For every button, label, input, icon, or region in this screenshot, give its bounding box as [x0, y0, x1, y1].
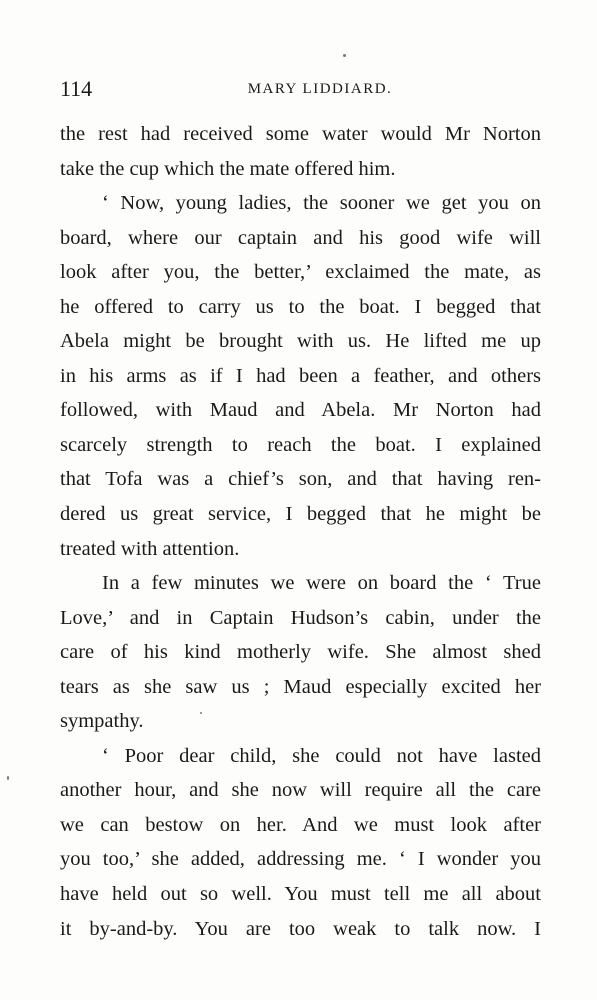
text-line: ‘ Poor dear child, she could not have lasted: [102, 744, 541, 767]
text-line: tears as she saw us ; Maud especially excited her: [60, 675, 541, 698]
text-line: treated with attention.: [60, 537, 240, 560]
text-line: the rest had received some water would Mr Norton: [60, 123, 541, 145]
text-line: sympathy.: [60, 710, 144, 733]
page-number: 114: [60, 76, 93, 101]
text-line: Abela might be brought with us. He lifted me up: [60, 330, 541, 353]
text-line: have held out so well. You must tell me all about: [60, 883, 541, 906]
text-line: in his arms as if I had been a feather, and others: [60, 364, 541, 387]
text-line: In a few minutes we were on board the ‘ True: [102, 572, 541, 595]
text-line: Love,’ and in Captain Hudson’s cabin, under the: [60, 606, 541, 629]
text-line: scarcely strength to reach the boat. I explained: [60, 433, 541, 456]
text-line: ‘ Now, young ladies, the sooner we get you on: [102, 192, 541, 215]
text-line: another hour, and she now will require all the care: [60, 779, 541, 802]
ink-speck: [343, 54, 346, 57]
ink-speck: [7, 776, 9, 780]
running-head: [60, 74, 540, 104]
text-line: that Tofa was a chief’s son, and that having ren-: [60, 468, 541, 491]
text-line: dered us great service, I begged that he might be: [60, 503, 541, 526]
text-line: take the cup which the mate offered him.: [60, 157, 396, 180]
ink-speck: [200, 712, 202, 714]
running-title: MARY LIDDIARD.: [247, 81, 393, 97]
text-line: followed, with Maud and Abela. Mr Norton had: [60, 399, 541, 422]
text-line: it by-and-by. You are too weak to talk now. I: [60, 917, 541, 940]
text-line: care of his kind motherly wife. She almost shed: [60, 641, 541, 664]
body-text: [60, 117, 541, 946]
text-line: look after you, the better,’ exclaimed the mate, as: [60, 261, 541, 284]
text-line: he offered to carry us to the boat. I begged that: [60, 295, 541, 318]
text-line: you too,’ she added, addressing me. ‘ I wonder you: [60, 848, 541, 871]
text-line: we can bestow on her. And we must look after: [60, 813, 541, 836]
text-line: board, where our captain and his good wife will: [60, 226, 541, 249]
